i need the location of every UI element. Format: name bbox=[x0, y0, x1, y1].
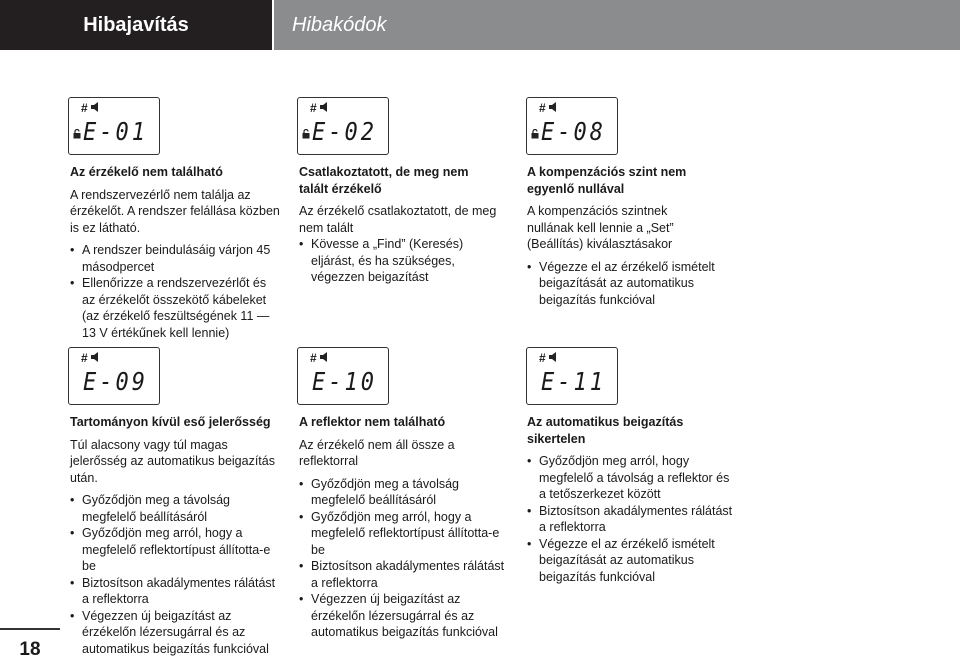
remedy-item: • Győződjön meg a távolság megfelelő beállításáról bbox=[70, 492, 280, 525]
lcd-display-e10 bbox=[297, 347, 389, 405]
error-description-e08 bbox=[527, 164, 717, 308]
error-code-display: E-10 bbox=[312, 368, 377, 397]
error-title: Az érzékelő nem található bbox=[70, 165, 223, 179]
error-description-e09 bbox=[70, 414, 280, 657]
error-code-display: E-08 bbox=[541, 118, 606, 147]
remedy-list bbox=[527, 453, 737, 585]
hash-icon: # bbox=[81, 351, 88, 365]
remedy-item: • Végezze el az érzékelő ismételt beigazítását az automatikus beigazítás funkcióval bbox=[527, 259, 717, 309]
error-title: A kompenzációs szint nem egyenlő nullával bbox=[527, 165, 687, 196]
error-description-e01 bbox=[70, 164, 280, 341]
error-title: A reflektor nem található bbox=[299, 415, 446, 429]
speaker-icon bbox=[91, 352, 101, 362]
remedy-item: • Kövesse a „Find” (Keresés) eljárást, és ha szükséges, végezzen beigazítást bbox=[299, 236, 499, 286]
remedy-item: • Győződjön meg arról, hogy a megfelelő reflektortípust állította-e be bbox=[70, 525, 280, 575]
remedy-item: • Győződjön meg arról, hogy megfelelő a távolság a reflektor és a tetőszerkezet között bbox=[527, 453, 737, 503]
remedy-item: • Győződjön meg a távolság megfelelő beállításáról bbox=[299, 476, 509, 509]
page-number-text: 18 bbox=[19, 639, 41, 660]
error-code-display: E-11 bbox=[541, 368, 606, 397]
remedy-list bbox=[70, 242, 280, 341]
remedy-list bbox=[527, 259, 717, 309]
hash-icon: # bbox=[81, 101, 88, 115]
hash-icon: # bbox=[310, 101, 317, 115]
lcd-display-e08 bbox=[526, 97, 618, 155]
error-description-e10 bbox=[299, 414, 509, 641]
lcd-display-e09 bbox=[68, 347, 160, 405]
lock-icon bbox=[302, 129, 310, 139]
remedy-item: • Biztosítson akadálymentes rálátást a reflektorra bbox=[527, 503, 737, 536]
error-title: Csatlakoztatott, de meg nem talált érzékelő bbox=[299, 165, 469, 196]
speaker-icon bbox=[320, 102, 330, 112]
speaker-icon bbox=[549, 102, 559, 112]
remedy-item: • Végezzen új beigazítást az érzékelőn lézersugárral és az automatikus beigazítás funkcióval bbox=[299, 591, 509, 641]
error-code-display: E-01 bbox=[83, 118, 148, 147]
speaker-icon bbox=[549, 352, 559, 362]
error-text: Túl alacsony vagy túl magas jelerősség az automatikus beigazítás után. bbox=[70, 437, 275, 485]
hash-icon: # bbox=[539, 101, 546, 115]
hash-icon: # bbox=[539, 351, 546, 365]
error-title: Tartományon kívül eső jelerősség bbox=[70, 415, 271, 429]
error-title: Az automatikus beigazítás sikertelen bbox=[527, 415, 684, 446]
error-code-display: E-02 bbox=[312, 118, 377, 147]
lcd-display-e01 bbox=[68, 97, 160, 155]
speaker-icon bbox=[91, 102, 101, 112]
error-description-e11 bbox=[527, 414, 737, 585]
section-title: Hibajavítás bbox=[0, 0, 272, 50]
remedy-list bbox=[70, 492, 280, 657]
lock-icon bbox=[73, 129, 81, 139]
error-code-display: E-09 bbox=[83, 368, 148, 397]
remedy-item: • Biztosítson akadálymentes rálátást a reflektorra bbox=[299, 558, 509, 591]
remedy-item: • A rendszer beindulásáig várjon 45 másodpercet bbox=[70, 242, 280, 275]
remedy-item: • Biztosítson akadálymentes rálátást a reflektorra bbox=[70, 575, 280, 608]
remedy-item: • Végezzen új beigazítást az érzékelőn lézersugárral és az automatikus beigazítás funkcióval bbox=[70, 608, 280, 658]
error-text: Az érzékelő csatlakoztatott, de meg nem talált bbox=[299, 204, 497, 235]
hash-icon: # bbox=[310, 351, 317, 365]
lcd-display-e11 bbox=[526, 347, 618, 405]
remedy-list bbox=[299, 236, 499, 286]
remedy-item: • Végezze el az érzékelő ismételt beigazítását az automatikus beigazítás funkcióval bbox=[527, 536, 737, 586]
error-text: Az érzékelő nem áll össze a reflektorral bbox=[299, 437, 455, 468]
lock-icon bbox=[531, 129, 539, 139]
speaker-icon bbox=[320, 352, 330, 362]
remedy-list bbox=[299, 476, 509, 641]
lcd-display-e02 bbox=[297, 97, 389, 155]
subsection-title: Hibakódok bbox=[274, 0, 960, 50]
remedy-item: • Győződjön meg arról, hogy a megfelelő reflektortípust állította-e be bbox=[299, 509, 509, 559]
remedy-item: • Ellenőrizze a rendszervezérlőt és az érzékelőt összekötő kábeleket (az érzékelő feszültségének 11 — 13 V értékűnek kell lennie) bbox=[70, 275, 280, 341]
error-description-e02 bbox=[299, 164, 499, 286]
error-text: A rendszervezérlő nem találja az érzékelőt. A rendszer felállása közben is ez látható. bbox=[70, 187, 280, 235]
page-number bbox=[0, 628, 60, 661]
error-text: A kompenzációs szintnek nullának kell lennie a „Set” (Beállítás) kiválasztásakor bbox=[527, 204, 674, 251]
